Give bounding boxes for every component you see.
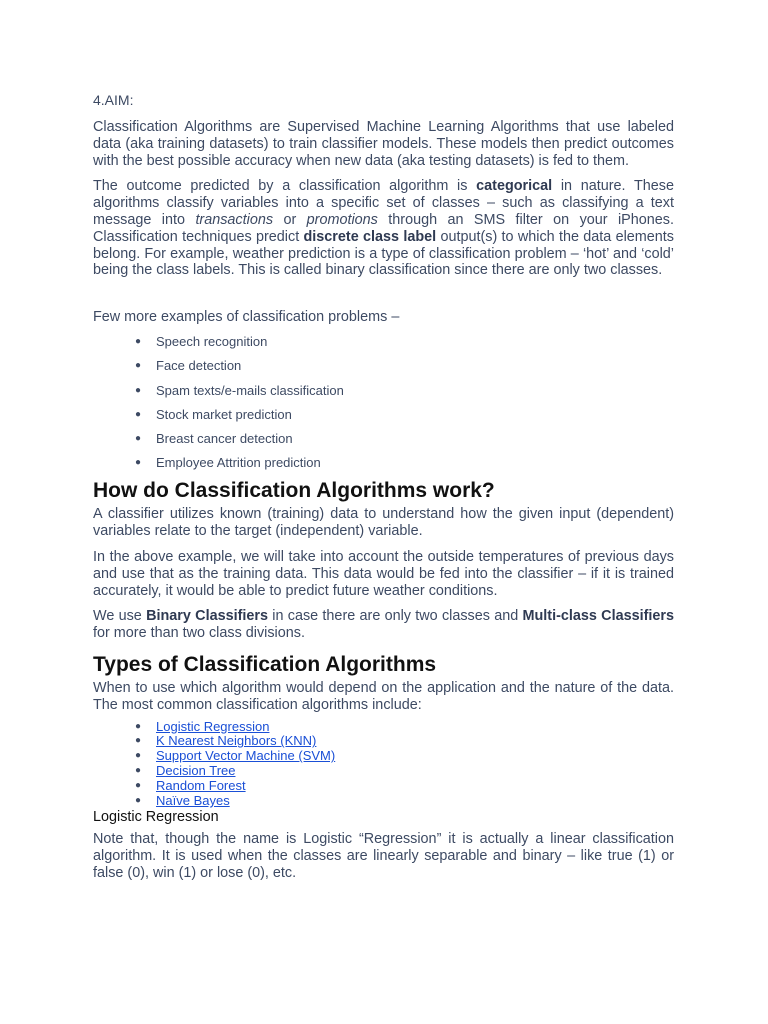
logistic-heading: Logistic Regression (93, 809, 219, 825)
bold-discrete-class-label: discrete class label (303, 228, 437, 245)
examples-list (93, 330, 674, 475)
bullet-icon: ● (135, 432, 142, 444)
bold-categorical: categorical (476, 178, 553, 195)
bullet-icon: ● (135, 780, 142, 792)
types-heading: Types of Classification Algorithms (93, 652, 437, 676)
how-heading: How do Classification Algorithms work? (93, 479, 495, 503)
logistic-paragraph-1: Note that, though the name is Logistic “Regression” it is actually a linear classification algorithm. It is used when the classes are linearly separable and binary – like true (1) or false (0), win (1) or lose (0), etc. (93, 831, 674, 881)
bullet-icon: ● (135, 765, 142, 777)
examples-intro: Few more examples of classification problems – (93, 309, 400, 326)
bullet-icon: ● (135, 750, 142, 762)
bullet-icon: ● (135, 336, 142, 348)
list-item: ● Stock market prediction (93, 403, 674, 427)
bullet-icon: ● (135, 720, 142, 732)
bold-multiclass-classifiers: Multi-class Classifiers (522, 608, 674, 625)
list-item (93, 720, 674, 735)
link-naive-bayes[interactable]: Naïve Bayes (156, 793, 230, 809)
list-item: ● Speech recognition (93, 330, 674, 354)
aim-label: 4.AIM: (93, 92, 134, 108)
list-item (93, 779, 674, 794)
bullet-icon: ● (135, 795, 142, 807)
bullet-icon: ● (135, 360, 142, 372)
bullet-icon: ● (135, 408, 142, 420)
link-random-forest[interactable]: Random Forest (156, 778, 246, 794)
how-paragraph-1: A classifier utilizes known (training) data to understand how the given input (dependent) variables relate to the target (independent) variable. (93, 506, 674, 540)
list-item: ● Face detection (93, 354, 674, 378)
intro-paragraph-2: The outcome predicted by a classification algorithm is categorical in nature. These algorithms classify variables into a specific set of classes – such as classifying a text message into transactions or promotions through an SMS filter on your iPhones. Classification techniques predict discrete class label output(s) to which the data elements belong. For example, weather prediction is a type of classification problem – ‘hot’ and ‘cold’ being the class labels. This is called binary classification since there are only two classes. (93, 178, 674, 279)
algorithms-list (93, 720, 674, 809)
how-paragraph-2: In the above example, we will take into account the outside temperatures of previous days and use that as the training data. This data would be fed into the classifier – if it is trained accurately, it would be able to predict future weather conditions. (93, 548, 674, 599)
link-knn[interactable]: K Nearest Neighbors (KNN) (156, 733, 317, 749)
list-item (93, 734, 674, 749)
intro-paragraph-1: Classification Algorithms are Supervised Machine Learning Algorithms that use labeled data (aka training datasets) to train classifier models. These models then predict outcomes with the best possible accuracy when new data (aka testing datasets) is fed to them. (93, 119, 674, 169)
list-item (93, 749, 674, 764)
bullet-icon: ● (135, 457, 142, 469)
italic-promotions: promotions (306, 211, 378, 228)
types-paragraph-1: When to use which algorithm would depend on the application and the nature of the data. The most common classification algorithms include: (93, 679, 674, 713)
bullet-icon: ● (135, 384, 142, 396)
how-paragraph-3: We use Binary Classifiers in case there are only two classes and Multi-class Classifiers for more than two class divisions. (93, 608, 674, 642)
italic-transactions: transactions (195, 211, 274, 228)
list-item: ● Breast cancer detection (93, 427, 674, 451)
bold-binary-classifiers: Binary Classifiers (146, 608, 268, 625)
list-item: ● Spam texts/e-mails classification (93, 379, 674, 403)
list-item (93, 794, 674, 809)
document-page (93, 92, 674, 890)
link-decision-tree[interactable]: Decision Tree (156, 763, 236, 779)
link-svm[interactable]: Support Vector Machine (SVM) (156, 748, 336, 764)
list-item: ● Employee Attrition prediction (93, 451, 674, 475)
link-logistic-regression[interactable]: Logistic Regression (156, 718, 270, 734)
list-item (93, 764, 674, 779)
bullet-icon: ● (135, 735, 142, 747)
